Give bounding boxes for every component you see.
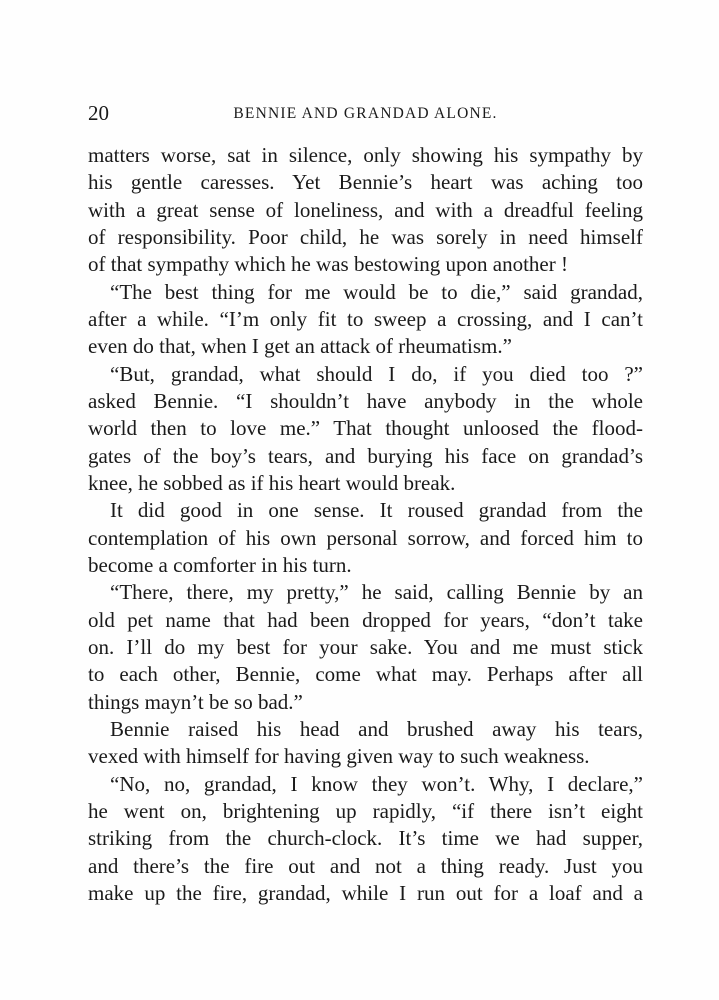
text-line: his gentle caresses. Yet Bennie’s heart was aching too <box>88 170 643 195</box>
text-line: matters worse, sat in silence, only showing his sympathy by <box>88 143 643 167</box>
text-line: even do that, when I get an attack of rheumatism.” <box>88 334 512 359</box>
text-line: of responsibility. Poor child, he was sorely in need himself <box>88 224 643 249</box>
body-text <box>88 142 643 907</box>
running-title: BENNIE AND GRANDAD ALONE. <box>233 105 498 122</box>
text-line: “But, grandad, what should I do, if you died too ?” <box>110 361 643 386</box>
running-head <box>88 100 643 130</box>
text-line: “The best thing for me would be to die,” said grandad, <box>110 279 643 304</box>
text-line: It did good in one sense. It roused grandad from the <box>110 498 643 523</box>
text-line: become a comforter in his turn. <box>88 552 352 577</box>
text-line: “There, there, my pretty,” he said, calling Bennie by an <box>110 580 643 605</box>
text-line: contemplation of his own personal sorrow, and forced him to <box>88 525 643 550</box>
text-line: things mayn’t be so bad.” <box>88 689 303 714</box>
text-line: vexed with himself for having given way to such weakness. <box>88 744 590 769</box>
text-line: “No, no, grandad, I know they won’t. Why, I declare,” <box>110 771 643 796</box>
text-line: world then to love me.” That thought unloosed the flood- <box>88 416 643 441</box>
text-line: and there’s the fire out and not a thing ready. Just you <box>88 853 643 878</box>
text-line: make up the fire, grandad, while I run out for a loaf and a <box>88 880 643 905</box>
text-line: to each other, Bennie, come what may. Perhaps after all <box>88 662 643 687</box>
text-line: with a great sense of loneliness, and with a dreadful feeling <box>88 197 643 222</box>
text-line: striking from the church-clock. It’s time we had supper, <box>88 826 643 851</box>
text-line: gates of the boy’s tears, and burying his face on grandad’s <box>88 443 643 468</box>
text-line: old pet name that had been dropped for years, “don’t take <box>88 607 643 632</box>
text-line: knee, he sobbed as if his heart would break. <box>88 470 456 495</box>
text-line: Bennie raised his head and brushed away his tears, <box>110 716 643 741</box>
text-line: asked Bennie. “I shouldn’t have anybody in the whole <box>88 388 643 413</box>
text-line: he went on, brightening up rapidly, “if there isn’t eight <box>88 798 643 823</box>
text-line: on. I’ll do my best for your sake. You and me must stick <box>88 634 643 659</box>
page-number: 20 <box>88 101 109 125</box>
text-line: of that sympathy which he was bestowing upon another ! <box>88 252 568 277</box>
text-line: after a while. “I’m only fit to sweep a crossing, and I can’t <box>88 306 643 331</box>
